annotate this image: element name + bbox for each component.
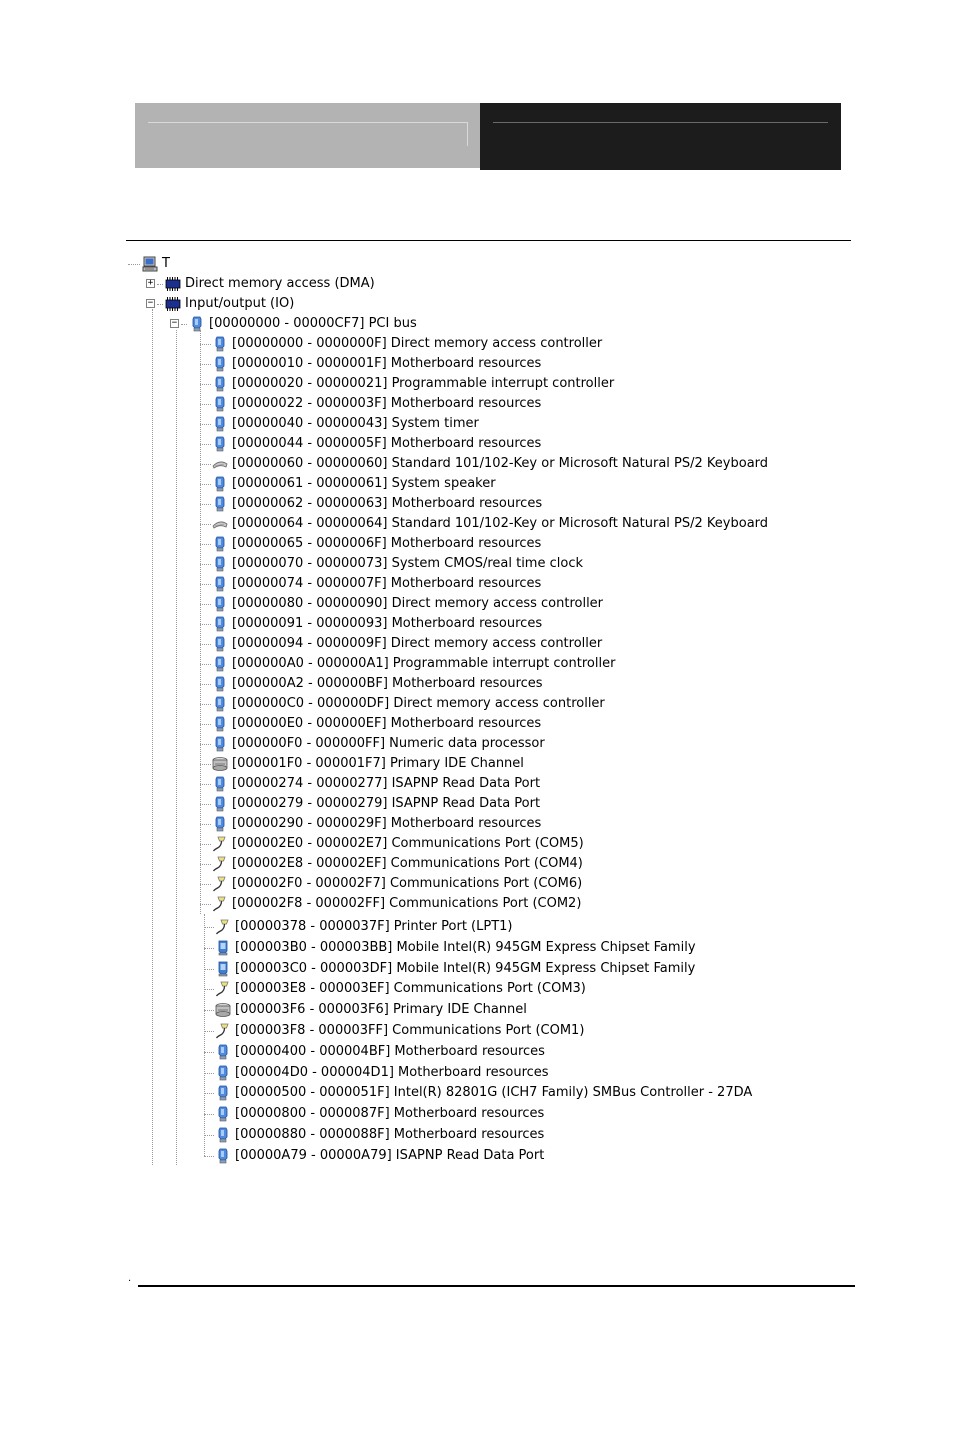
tree-guide-line [200, 330, 201, 914]
tree-node-label: [00000290 - 0000029F] Motherboard resources [232, 816, 542, 831]
tree-item-000003c0-000003df-mobile-intel-r-945gm-express-chipset-famil[interactable] [215, 959, 695, 979]
tree-guide-line [200, 784, 211, 785]
tree-item-00000044-0000005f-motherboard-resources[interactable] [212, 434, 541, 454]
tree-guide-line [200, 724, 211, 725]
tree-guide-line [204, 989, 214, 990]
device-icon [212, 656, 228, 672]
ide-icon [212, 756, 228, 772]
tree-guide-line [200, 824, 211, 825]
tree-node-label: [000003F8 - 000003FF] Communications Port (COM1) [235, 1023, 585, 1038]
tree-node-label: [00000800 - 0000087F] Motherboard resources [235, 1106, 545, 1121]
device-icon [212, 436, 228, 452]
device-icon [215, 1085, 231, 1101]
device-icon [215, 1065, 231, 1081]
tree-guide-line [204, 1156, 214, 1157]
tree-guide-line [200, 844, 211, 845]
tree-node-label: [00000062 - 00000063] Motherboard resources [232, 496, 543, 511]
device-icon [212, 636, 228, 652]
device-icon [212, 536, 228, 552]
tree-node-label: [00000040 - 00000043] System timer [232, 416, 479, 431]
tree-item-000002e8-000002ef-communications-port-com4[interactable] [212, 854, 583, 874]
tree-item-000000a0-000000a1-programmable-interrupt-controller[interactable] [212, 654, 615, 674]
tree-item-00000074-0000007f-motherboard-resources[interactable] [212, 574, 541, 594]
device-icon [212, 716, 228, 732]
tree-guide-line [200, 704, 211, 705]
tree-guide-line [200, 404, 211, 405]
tree-item-00000a79-00000a79-isapnp-read-data-port[interactable] [215, 1146, 544, 1166]
tree-item-00000290-0000029f-motherboard-resources[interactable] [212, 814, 541, 834]
tree-node-io[interactable] [165, 294, 294, 314]
tree-node-label: Direct memory access (DMA) [185, 276, 375, 291]
tree-node-pci-bus[interactable] [189, 314, 417, 334]
tree-guide-line [200, 624, 211, 625]
tree-item-00000060-00000060-standard-101-102-key-or-microsoft-natural-[interactable] [212, 454, 768, 474]
tree-guide-line [200, 644, 211, 645]
tree-item-00000064-00000064-standard-101-102-key-or-microsoft-natural-[interactable] [212, 514, 768, 534]
tree-item-00000500-0000051f-intel-r-82801g-ich7-family-smbus-controlle[interactable] [215, 1083, 752, 1103]
device-icon [215, 1148, 231, 1164]
tree-node-label: [000002E0 - 000002E7] Communications Port (COM5) [232, 836, 584, 851]
tree-guide-line [200, 904, 211, 905]
device-icon [212, 556, 228, 572]
device-icon [189, 316, 205, 332]
tree-item-000002e0-000002e7-communications-port-com5[interactable] [212, 834, 584, 854]
tree-node-label: [000002E8 - 000002EF] Communications Port (COM4) [232, 856, 583, 871]
device-icon [215, 1106, 231, 1122]
chip-icon [165, 276, 181, 292]
tree-node-label: [00000500 - 0000051F] Intel(R) 82801G (ICH7 Family) SMBus Controller - 27DA [235, 1085, 753, 1100]
tree-guide-line [204, 1073, 214, 1074]
tree-guide-line [200, 744, 211, 745]
display-icon [215, 961, 231, 977]
tree-item-00000000-0000000f-direct-memory-access-controller[interactable] [212, 334, 602, 354]
chip-icon [165, 296, 181, 312]
port-icon [212, 896, 228, 912]
device-icon [212, 496, 228, 512]
tree-item-000000f0-000000ff-numeric-data-processor[interactable] [212, 734, 545, 754]
port-icon [212, 856, 228, 872]
tree-guide-line [200, 864, 211, 865]
tree-item-00000274-00000277-isapnp-read-data-port[interactable] [212, 774, 540, 794]
device-icon [212, 696, 228, 712]
tree-item-00000062-00000063-motherboard-resources[interactable] [212, 494, 542, 514]
tree-guide-line [200, 564, 211, 565]
tree-guide-line [204, 969, 214, 970]
tree-guide-line [200, 384, 211, 385]
tree-item-00000065-0000006f-motherboard-resources[interactable] [212, 534, 541, 554]
tree-guide-line [204, 1010, 214, 1011]
tree-node-label: [00000060 - 00000060] Standard 101/102-Key or Microsoft Natural PS/2 Keyboard [232, 456, 769, 471]
device-icon [212, 816, 228, 832]
keyboard-icon [212, 456, 228, 472]
tree-guide-line [200, 544, 211, 545]
device-icon [212, 796, 228, 812]
tree-guide-line [200, 444, 211, 445]
tree-node-label: [000002F8 - 000002FF] Communications Port (COM2) [232, 896, 582, 911]
device-icon [212, 396, 228, 412]
tree-node-label: [000003E8 - 000003EF] Communications Port (COM3) [235, 981, 586, 996]
tree-item-000003b0-000003bb-mobile-intel-r-945gm-express-chipset-famil[interactable] [215, 938, 696, 958]
tree-guide-line [204, 1114, 214, 1115]
tree-item-00000091-00000093-motherboard-resources[interactable] [212, 614, 542, 634]
tree-guide-line [200, 484, 211, 485]
display-icon [215, 940, 231, 956]
tree-guide-line [200, 364, 211, 365]
tree-item-00000061-00000061-system-speaker[interactable] [212, 474, 496, 494]
ide-icon [215, 1002, 231, 1018]
tree-node-label: [000003C0 - 000003DF] Mobile Intel(R) 945GM Express Chipset Family [235, 961, 696, 976]
port-icon [212, 836, 228, 852]
tree-node-label: [00000400 - 000004BF] Motherboard resources [235, 1044, 545, 1059]
tree-guide-line [200, 524, 211, 525]
tree-guide-line [200, 584, 211, 585]
tree-item-000003e8-000003ef-communications-port-com3[interactable] [215, 979, 586, 999]
tree-node-label: [00000061 - 00000061] System speaker [232, 476, 496, 491]
tree-guide-line [200, 604, 211, 605]
tree-node-label: [00000000 - 00000CF7] PCI bus [209, 316, 417, 331]
tree-item-00000800-0000087f-motherboard-resources[interactable] [215, 1104, 544, 1124]
tree-node-label: [00000378 - 0000037F] Printer Port (LPT1) [235, 919, 513, 934]
device-icon [212, 376, 228, 392]
tree-item-00000080-00000090-direct-memory-access-controller[interactable] [212, 594, 603, 614]
port-icon [215, 1023, 231, 1039]
tree-node-root[interactable] [142, 254, 170, 274]
tree-node-label: [00000044 - 0000005F] Motherboard resources [232, 436, 542, 451]
tree-item-00000400-000004bf-motherboard-resources[interactable] [215, 1042, 545, 1062]
tree-node-label: [000003B0 - 000003BB] Mobile Intel(R) 945GM Express Chipset Family [235, 940, 696, 955]
tree-guide-line [157, 284, 163, 285]
tree-guide-line [176, 330, 177, 1165]
tree-node-label: [00000010 - 0000001F] Motherboard resources [232, 356, 542, 371]
device-icon [212, 476, 228, 492]
tree-node-label: [000004D0 - 000004D1] Motherboard resources [235, 1065, 549, 1080]
tree-item-000002f0-000002f7-communications-port-com6[interactable] [212, 874, 582, 894]
device-icon [212, 356, 228, 372]
tree-item-00000094-0000009f-direct-memory-access-controller[interactable] [212, 634, 602, 654]
tree-guide-line [204, 1093, 214, 1094]
tree-guide-line [204, 1135, 214, 1136]
computer-icon [142, 256, 158, 272]
tree-item-000002f8-000002ff-communications-port-com2[interactable] [212, 894, 581, 914]
tree-item-00000010-0000001f-motherboard-resources[interactable] [212, 354, 541, 374]
device-icon [212, 596, 228, 612]
tree-node-label: [00000091 - 00000093] Motherboard resources [232, 616, 543, 631]
tree-guide-line [181, 324, 187, 325]
port-icon [215, 919, 231, 935]
tree-node-label: [000003F6 - 000003F6] Primary IDE Channel [235, 1002, 527, 1017]
tree-guide-line [200, 764, 211, 765]
tree-guide-line [204, 1052, 214, 1053]
tree-guide-line [200, 664, 211, 665]
tree-item-00000020-00000021-programmable-interrupt-controller[interactable] [212, 374, 614, 394]
tree-item-00000279-00000279-isapnp-read-data-port[interactable] [212, 794, 540, 814]
tree-node-label: [000000A2 - 000000BF] Motherboard resources [232, 676, 543, 691]
tree-node-label: [00000070 - 00000073] System CMOS/real time clock [232, 556, 583, 571]
device-icon [215, 1044, 231, 1060]
tree-guide-line [200, 884, 211, 885]
device-icon [212, 736, 228, 752]
tree-node-label: [00000880 - 0000088F] Motherboard resources [235, 1127, 545, 1142]
tree-guide-line [204, 1031, 214, 1032]
tree-node-label: [00000A79 - 00000A79] ISAPNP Read Data Port [235, 1148, 545, 1163]
tree-guide-line [200, 344, 211, 345]
device-icon [215, 1127, 231, 1143]
keyboard-icon [212, 516, 228, 532]
tree-node-label: Input/output (IO) [185, 296, 295, 311]
tree-node-label: [00000020 - 00000021] Programmable interrupt controller [232, 376, 615, 391]
tree-node-label: [00000274 - 00000277] ISAPNP Read Data Port [232, 776, 541, 791]
tree-item-000004d0-000004d1-motherboard-resources[interactable] [215, 1063, 549, 1083]
expand-dma-toggle[interactable]: + [147, 278, 154, 288]
tree-node-label: [000000C0 - 000000DF] Direct memory access controller [232, 696, 605, 711]
tree-item-00000040-00000043-system-timer[interactable] [212, 414, 479, 434]
tree-guide-line [200, 424, 211, 425]
device-icon [212, 616, 228, 632]
tree-item-000000a2-000000bf-motherboard-resources[interactable] [212, 674, 543, 694]
tree-item-000000e0-000000ef-motherboard-resources[interactable] [212, 714, 541, 734]
bottom-rule [138, 1285, 855, 1287]
tree-guide-line [200, 684, 211, 685]
device-icon [212, 776, 228, 792]
tree-node-label: [000001F0 - 000001F7] Primary IDE Channel [232, 756, 524, 771]
tree-item-00000070-00000073-system-cmos-real-time-clock[interactable] [212, 554, 583, 574]
tree-guide-line [204, 927, 214, 928]
tree-node-label: [00000065 - 0000006F] Motherboard resources [232, 536, 542, 551]
tree-guide-line [200, 804, 211, 805]
tree-item-000003f8-000003ff-communications-port-com1[interactable] [215, 1021, 584, 1041]
tree-node-label: [000002F0 - 000002F7] Communications Port (COM6) [232, 876, 583, 891]
tree-node-label: [00000022 - 0000003F] Motherboard resources [232, 396, 542, 411]
tree-node-label: [000000F0 - 000000FF] Numeric data processor [232, 736, 545, 751]
tree-node-label: [000000A0 - 000000A1] Programmable interrupt controller [232, 656, 616, 671]
device-icon [212, 336, 228, 352]
tree-item-000001f0-000001f7-primary-ide-channel[interactable] [212, 754, 524, 774]
tree-node-label: [00000094 - 0000009F] Direct memory access controller [232, 636, 603, 651]
tree-node-label: T [162, 256, 170, 271]
tree-guide-line [157, 304, 163, 305]
tree-node-label: [00000074 - 0000007F] Motherboard resources [232, 576, 542, 591]
tree-guide-line [204, 914, 205, 1156]
device-icon [212, 676, 228, 692]
tree-guide-line [200, 464, 211, 465]
tree-item-000003f6-000003f6-primary-ide-channel[interactable] [215, 1000, 527, 1020]
tree-item-00000378-0000037f-printer-port-lpt1[interactable] [215, 917, 513, 937]
tree-node-label: [00000080 - 00000090] Direct memory access controller [232, 596, 604, 611]
footer-mark: . [128, 1273, 132, 1284]
device-icon [212, 416, 228, 432]
tree-node-label: [00000000 - 0000000F] Direct memory access controller [232, 336, 603, 351]
collapse-pci-toggle[interactable]: − [171, 318, 178, 328]
device-icon [212, 576, 228, 592]
tree-guide-line [200, 504, 211, 505]
tree-node-dma[interactable] [165, 274, 375, 294]
tree-guide-line [128, 264, 140, 265]
tree-item-000000c0-000000df-direct-memory-access-controller[interactable] [212, 694, 605, 714]
tree-node-label: [000000E0 - 000000EF] Motherboard resources [232, 716, 542, 731]
tree-item-00000880-0000088f-motherboard-resources[interactable] [215, 1125, 544, 1145]
tree-item-00000022-0000003f-motherboard-resources[interactable] [212, 394, 541, 414]
tree-guide-line [204, 948, 214, 949]
tree-guide-line [152, 309, 153, 1165]
tree-node-label: [00000064 - 00000064] Standard 101/102-Key or Microsoft Natural PS/2 Keyboard [232, 516, 769, 531]
port-icon [215, 981, 231, 997]
port-icon [212, 876, 228, 892]
collapse-io-toggle[interactable]: − [147, 298, 154, 308]
tree-node-label: [00000279 - 00000279] ISAPNP Read Data Port [232, 796, 541, 811]
